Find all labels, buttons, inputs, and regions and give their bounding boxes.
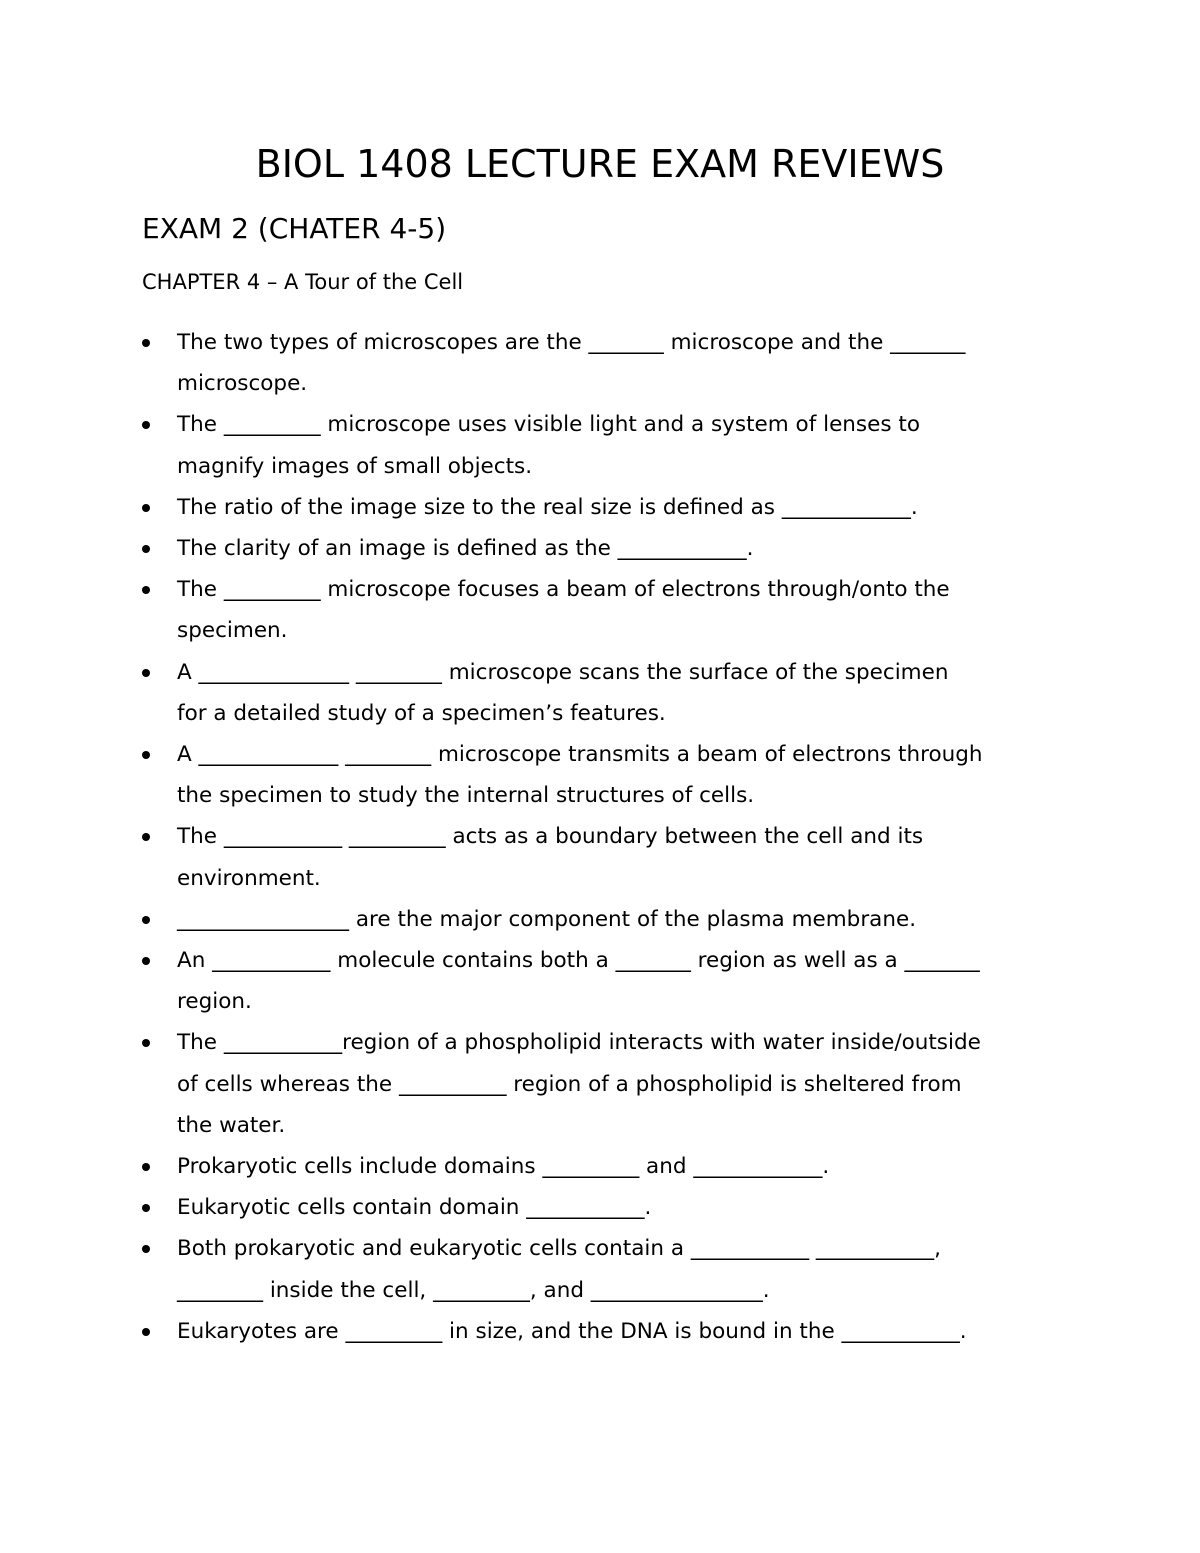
- bullet-icon: [142, 339, 150, 347]
- question-text-line: The clarity of an image is defined as the ____________.: [177, 536, 754, 562]
- question-item: [142, 322, 1072, 404]
- question-item: [142, 528, 1072, 569]
- question-text-line: the water.: [177, 1112, 286, 1138]
- question-text-line: The ___________region of a phospholipid interacts with water inside/outside: [177, 1030, 981, 1056]
- question-text-line: The ___________ _________ acts as a boundary between the cell and its: [177, 824, 924, 850]
- bullet-icon: [142, 833, 150, 841]
- question-text-line: The _________ microscope focuses a beam of electrons through/onto the: [177, 577, 950, 603]
- bullet-icon: [142, 916, 150, 924]
- question-text-line: Eukaryotes are _________ in size, and the DNA is bound in the ___________.: [177, 1318, 967, 1344]
- question-item: [142, 816, 1072, 898]
- bullet-icon: [142, 586, 150, 594]
- bullet-icon: [142, 669, 150, 677]
- bullet-icon: [142, 1328, 150, 1336]
- bullet-icon: [142, 957, 150, 965]
- question-text-line: The ratio of the image size to the real size is defined as ____________.: [177, 494, 918, 520]
- question-text-line: Prokaryotic cells include domains _________ and ____________.: [177, 1154, 830, 1180]
- question-text-line: A ______________ ________ microscope scans the surface of the specimen: [177, 659, 949, 685]
- question-text-line: of cells whereas the __________ region of a phospholipid is sheltered from: [177, 1071, 962, 1097]
- bullet-icon: [142, 1163, 150, 1171]
- question-item: [142, 1146, 1072, 1187]
- question-text-line: the specimen to study the internal structures of cells.: [177, 783, 755, 809]
- bullet-icon: [142, 504, 150, 512]
- question-item: [142, 734, 1072, 816]
- question-item: [142, 899, 1072, 940]
- question-text-line: Eukaryotic cells contain domain ___________.: [177, 1195, 652, 1221]
- document-title: BIOL 1408 LECTURE EXAM REVIEWS: [255, 142, 945, 186]
- question-text-line: ________________ are the major component of the plasma membrane.: [177, 906, 917, 932]
- question-item: [142, 569, 1072, 651]
- question-text-line: A _____________ ________ microscope transmits a beam of electrons through: [177, 742, 983, 768]
- question-item: [142, 1311, 1072, 1352]
- question-item: [142, 487, 1072, 528]
- question-text-line: Both prokaryotic and eukaryotic cells contain a ___________ ___________,: [177, 1236, 941, 1262]
- chapter-heading: CHAPTER 4 – A Tour of the Cell: [142, 270, 464, 294]
- bullet-icon: [142, 1039, 150, 1047]
- question-item: [142, 652, 1072, 734]
- question-text-line: environment.: [177, 865, 321, 891]
- question-text-line: region.: [177, 989, 252, 1015]
- question-item: [142, 1228, 1072, 1310]
- question-text-line: The two types of microscopes are the _______ microscope and the _______: [177, 330, 966, 355]
- question-text-line: specimen.: [177, 618, 288, 644]
- bullet-icon: [142, 1204, 150, 1212]
- question-item: [142, 1022, 1072, 1146]
- question-text-line: magnify images of small objects.: [177, 453, 533, 479]
- bullet-icon: [142, 1245, 150, 1253]
- bullet-icon: [142, 421, 150, 429]
- question-item: [142, 1187, 1072, 1228]
- question-item: [142, 404, 1072, 486]
- question-text-line: An ___________ molecule contains both a _______ region as well as a _______: [177, 948, 980, 974]
- question-text-line: The _________ microscope uses visible light and a system of lenses to: [177, 412, 920, 438]
- question-text-line: microscope.: [177, 371, 308, 397]
- question-text-line: ________ inside the cell, _________, and ________________.: [177, 1277, 770, 1303]
- question-list: [142, 322, 1072, 1352]
- question-item: [142, 940, 1072, 1022]
- question-text-line: for a detailed study of a specimen’s features.: [177, 700, 666, 726]
- exam-heading: EXAM 2 (CHATER 4-5): [142, 212, 447, 245]
- bullet-icon: [142, 545, 150, 553]
- bullet-icon: [142, 751, 150, 759]
